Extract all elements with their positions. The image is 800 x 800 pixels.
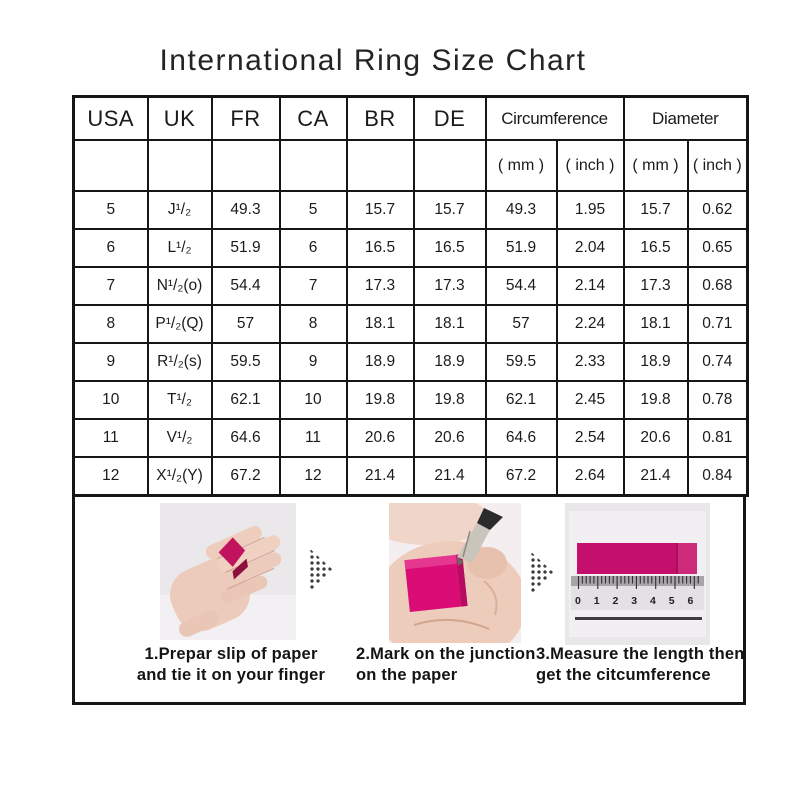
column-header-diameter: Diameter: [624, 97, 748, 141]
table-cell: 1.95: [557, 191, 624, 229]
table-cell: 51.9: [486, 229, 557, 267]
table-cell: 15.7: [624, 191, 688, 229]
table-cell: 59.5: [486, 343, 557, 381]
table-cell: 21.4: [347, 457, 414, 496]
subheader-circumference-mm: ( mm ): [486, 140, 557, 191]
table-row: [74, 381, 748, 419]
step3-caption-line2: get the citcumference: [536, 666, 711, 685]
empty-subheader-cell: [414, 140, 486, 191]
table-row: [74, 305, 748, 343]
table-cell: 5: [74, 191, 148, 229]
table-cell: 49.3: [486, 191, 557, 229]
table-cell: 16.5: [624, 229, 688, 267]
table-cell: 18.1: [414, 305, 486, 343]
dotted-arrow-icon: [308, 547, 333, 593]
table-row: [74, 267, 748, 305]
step2-caption: [356, 644, 546, 686]
chart-sheet: [72, 95, 746, 705]
step2-caption-line2: on the paper: [356, 666, 458, 685]
ruler-measuring-strip-photo: [565, 503, 710, 645]
step3-caption-line1: 3.Measure the length then: [536, 645, 745, 663]
column-header-ca: CA: [280, 97, 347, 141]
table-header-row: [74, 97, 748, 141]
column-header-fr: FR: [212, 97, 280, 141]
table-cell: 10: [280, 381, 347, 419]
table-cell: 0.84: [688, 457, 748, 496]
table-cell: 2.64: [557, 457, 624, 496]
table-cell: 62.1: [212, 381, 280, 419]
step1-caption: [127, 644, 335, 686]
table-cell: 18.1: [347, 305, 414, 343]
table-row: [74, 191, 748, 229]
table-cell: 20.6: [414, 419, 486, 457]
dotted-arrow-icon: [529, 550, 554, 596]
table-cell: 2.04: [557, 229, 624, 267]
empty-subheader-cell: [74, 140, 148, 191]
empty-subheader-cell: [212, 140, 280, 191]
table-cell: 51.9: [212, 229, 280, 267]
empty-subheader-cell: [148, 140, 212, 191]
step1-caption-line1: 1.Prepar slip of paper: [144, 645, 318, 663]
table-cell: X¹/₂(Y): [148, 457, 212, 496]
table-cell: 0.65: [688, 229, 748, 267]
table-cell: 19.8: [347, 381, 414, 419]
table-cell: R¹/₂(s): [148, 343, 212, 381]
step1-caption-line2: and tie it on your finger: [136, 666, 326, 685]
table-cell: 6: [74, 229, 148, 267]
column-header-usa: USA: [74, 97, 148, 141]
table-cell: 8: [74, 305, 148, 343]
column-header-circumference: Circumference: [486, 97, 624, 141]
table-row: [74, 457, 748, 496]
table-cell: P¹/₂(Q): [148, 305, 212, 343]
table-cell: 9: [74, 343, 148, 381]
table-cell: 20.6: [347, 419, 414, 457]
table-cell: 0.62: [688, 191, 748, 229]
ring-size-table: [72, 95, 749, 497]
table-cell: 16.5: [414, 229, 486, 267]
table-cell: 67.2: [486, 457, 557, 496]
table-cell: 19.8: [624, 381, 688, 419]
table-cell: 0.68: [688, 267, 748, 305]
subheader-circumference-inch: ( inch ): [557, 140, 624, 191]
column-header-br: BR: [347, 97, 414, 141]
table-cell: 62.1: [486, 381, 557, 419]
table-cell: 17.3: [624, 267, 688, 305]
table-cell: 64.6: [486, 419, 557, 457]
table-cell: 7: [74, 267, 148, 305]
step3-caption: [536, 644, 746, 686]
subheader-diameter-inch: ( inch ): [688, 140, 748, 191]
table-cell: T¹/₂: [148, 381, 212, 419]
table-cell: 11: [74, 419, 148, 457]
table-cell: 59.5: [212, 343, 280, 381]
table-cell: 54.4: [212, 267, 280, 305]
table-cell: 17.3: [414, 267, 486, 305]
table-cell: 8: [280, 305, 347, 343]
table-cell: 57: [486, 305, 557, 343]
table-cell: 0.78: [688, 381, 748, 419]
page-title: International Ring Size Chart: [159, 44, 587, 77]
table-cell: 2.54: [557, 419, 624, 457]
measurement-steps-panel: [72, 497, 746, 705]
table-row: [74, 419, 748, 457]
table-cell: N¹/₂(o): [148, 267, 212, 305]
table-cell: 18.9: [347, 343, 414, 381]
table-cell: 57: [212, 305, 280, 343]
hand-with-paper-slip-photo: [160, 503, 296, 640]
table-cell: 12: [280, 457, 347, 496]
empty-subheader-cell: [347, 140, 414, 191]
table-cell: 2.24: [557, 305, 624, 343]
table-subheader-row: [74, 140, 748, 191]
table-cell: 67.2: [212, 457, 280, 496]
table-cell: 21.4: [414, 457, 486, 496]
table-cell: 18.9: [414, 343, 486, 381]
table-cell: 15.7: [347, 191, 414, 229]
table-cell: 20.6: [624, 419, 688, 457]
table-cell: V¹/₂: [148, 419, 212, 457]
table-cell: 18.9: [624, 343, 688, 381]
ruler-numbers: 0 1 2 3 4 5 6: [575, 595, 699, 607]
table-cell: 7: [280, 267, 347, 305]
table-row: [74, 229, 748, 267]
table-cell: 5: [280, 191, 347, 229]
table-cell: 0.81: [688, 419, 748, 457]
table-cell: 54.4: [486, 267, 557, 305]
table-cell: 12: [74, 457, 148, 496]
table-cell: 15.7: [414, 191, 486, 229]
table-cell: L¹/₂: [148, 229, 212, 267]
table-cell: 2.14: [557, 267, 624, 305]
table-row: [74, 343, 748, 381]
table-cell: 9: [280, 343, 347, 381]
table-cell: 49.3: [212, 191, 280, 229]
empty-subheader-cell: [280, 140, 347, 191]
table-cell: 2.33: [557, 343, 624, 381]
column-header-uk: UK: [148, 97, 212, 141]
column-header-de: DE: [414, 97, 486, 141]
pen-marking-paper-on-finger-photo: [389, 503, 521, 643]
table-cell: 18.1: [624, 305, 688, 343]
table-cell: 0.74: [688, 343, 748, 381]
step2-caption-line1: 2.Mark on the junction: [356, 645, 536, 663]
table-cell: 64.6: [212, 419, 280, 457]
table-cell: 19.8: [414, 381, 486, 419]
table-cell: 2.45: [557, 381, 624, 419]
table-cell: J¹/₂: [148, 191, 212, 229]
table-cell: 0.71: [688, 305, 748, 343]
table-cell: 11: [280, 419, 347, 457]
table-cell: 17.3: [347, 267, 414, 305]
table-cell: 21.4: [624, 457, 688, 496]
table-cell: 6: [280, 229, 347, 267]
subheader-diameter-mm: ( mm ): [624, 140, 688, 191]
table-cell: 10: [74, 381, 148, 419]
table-cell: 16.5: [347, 229, 414, 267]
